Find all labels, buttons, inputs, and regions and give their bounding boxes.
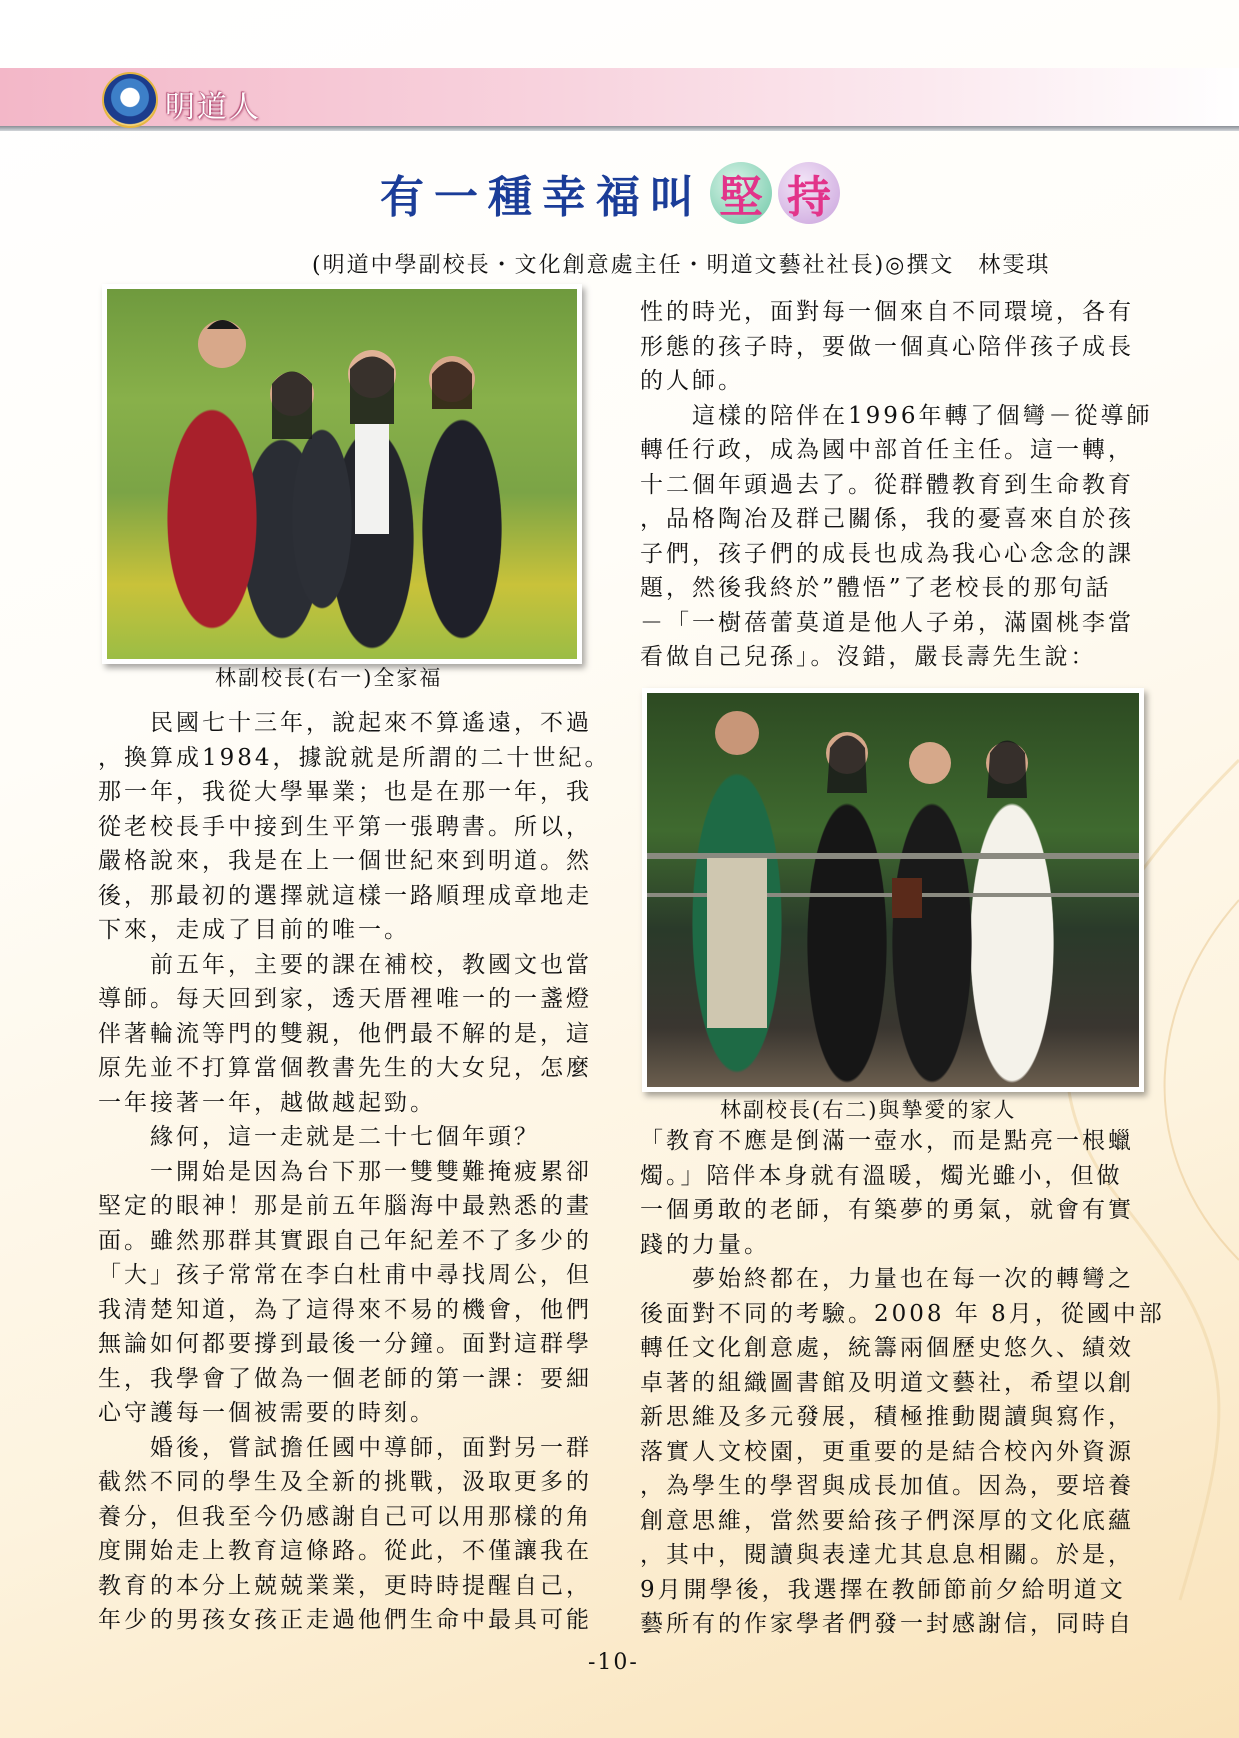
paragraph-line: 從老校長手中接到生平第一張聘書。所以，: [98, 813, 592, 840]
paragraph-line: 民國七十三年，說起來不算遙遠，不過: [98, 710, 592, 736]
paragraph-line: 後面對不同的考驗。2008 年 8月，從國中部: [640, 1300, 1165, 1327]
photo2-caption: 林副校長(右二)與摯愛的家人: [720, 1098, 1017, 1122]
paragraph-line: 「大」孩子常常在李白杜甫中尋找周公，但: [98, 1262, 592, 1288]
right-column-bottom: [640, 1124, 1165, 1642]
paragraph-line: 燭。」陪伴本身就有溫暖，燭光雖小，但做: [640, 1162, 1123, 1189]
paragraph-line: ，其中，閱讀與表達尤其息息相關。於是，: [640, 1542, 1134, 1568]
paragraph-line: 轉任行政，成為國中部首任主任。這一轉，: [640, 437, 1134, 463]
paragraph-line: 婚後，嘗試擔任國中導師，面對另一群: [98, 1434, 592, 1461]
paragraph-line: ，換算成1984，據說就是所謂的二十世紀。: [98, 744, 611, 771]
paragraph-line: 下來，走成了目前的唯一。: [98, 917, 410, 943]
paragraph-line: 那一年，我從大學畢業；也是在那一年，我: [98, 779, 592, 805]
paragraph-line: －「一樹蓓蕾莫道是他人子弟，滿園桃李當: [640, 609, 1134, 636]
paragraph-line: 心守護每一個被需要的時刻。: [98, 1400, 436, 1426]
paragraph-line: 一個勇敢的老師，有築夢的勇氣，就會有實: [640, 1197, 1134, 1223]
paragraph-line: 落實人文校園，更重要的是結合校內外資源: [640, 1438, 1134, 1465]
family-photo: [102, 284, 582, 664]
paragraph-line: 9月開學後，我選擇在教師節前夕給明道文: [640, 1576, 1126, 1603]
paragraph-line: 的人師。: [640, 368, 744, 394]
paragraph-line: 新思維及多元發展，積極推動閱讀與寫作，: [640, 1404, 1134, 1430]
paragraph-line: 年少的男孩女孩正走過他們生命中最具可能: [98, 1607, 592, 1633]
paragraph-line: 我清楚知道，為了這得來不易的機會，他們: [98, 1296, 592, 1323]
paragraph-line: 這樣的陪伴在1996年轉了個彎－從導師: [640, 402, 1153, 429]
paragraph-line: 一開始是因為台下那一雙雙難掩疲累卻: [98, 1158, 592, 1185]
paragraph-line: 藝所有的作家學者們發一封感謝信，同時自: [640, 1611, 1134, 1637]
paragraph-line: 無論如何都要撐到最後一分鐘。面對這群學: [98, 1331, 592, 1357]
left-column: [98, 706, 611, 1638]
paragraph-line: 原先並不打算當個教書先生的大女兒，怎麼: [98, 1055, 592, 1081]
paragraph-line: 堅定的眼神！那是前五年腦海中最熟悉的畫: [98, 1193, 592, 1219]
magazine-logo-text: 明道人: [165, 90, 261, 125]
paragraph-line: 度開始走上教育這條路。從此，不僅讓我在: [98, 1538, 592, 1564]
paragraph-line: ，品格陶冶及群己關係，我的憂喜來自於孩: [640, 506, 1134, 532]
paragraph-line: ，為學生的學習與成長加值。因為，要培養: [640, 1473, 1134, 1499]
paragraph-line: 養分，但我至今仍感謝自己可以用那樣的角: [98, 1503, 592, 1530]
article-title-main: 有一種幸福叫: [380, 172, 704, 223]
paragraph-line: 一年接著一年，越做越起勁。: [98, 1089, 436, 1116]
paragraph-line: 嚴格說來，我是在上一個世紀來到明道。然: [98, 848, 592, 874]
article-title: [380, 158, 840, 228]
paragraph-line: 性的時光，面對每一個來自不同環境，各有: [640, 299, 1134, 325]
paragraph-line: 面。雖然那群其實跟自己年紀差不了多少的: [98, 1227, 592, 1254]
article-title-char-2: 持: [778, 162, 840, 224]
paragraph-line: 前五年，主要的課在補校，教國文也當: [98, 951, 592, 978]
paragraph-line: 踐的力量。: [640, 1231, 770, 1258]
paragraph-line: 創意思維，當然要給孩子們深厚的文化底蘊: [640, 1507, 1134, 1534]
paragraph-line: 轉任文化創意處，統籌兩個歷史悠久、績效: [640, 1335, 1134, 1361]
family-photo-2: [642, 688, 1144, 1092]
right-column-top: [640, 295, 1153, 675]
paragraph-line: 後，那最初的選擇就這樣一路順理成章地走: [98, 882, 592, 909]
paragraph-line: 題，然後我終於”體悟”了老校長的那句話: [640, 575, 1112, 601]
family-photo-figures: [107, 289, 577, 659]
family-photo-2-figures: [647, 693, 1139, 1087]
author-byline: (明道中學副校長・文化創意處主任・明道文藝社社長)◎撰文 林雯琪: [312, 253, 1051, 278]
article-title-char-1: 堅: [710, 162, 772, 224]
paragraph-line: 夢始終都在，力量也在每一次的轉彎之: [640, 1266, 1134, 1292]
photo1-caption: 林副校長(右一)全家福: [215, 666, 443, 690]
paragraph-line: 截然不同的學生及全新的挑戰，汲取更多的: [98, 1469, 592, 1495]
paragraph-line: 形態的孩子時，要做一個真心陪伴孩子成長: [640, 333, 1134, 360]
paragraph-line: 卓著的組織圖書館及明道文藝社，希望以創: [640, 1369, 1134, 1396]
paragraph-line: 緣何，這一走就是二十七個年頭？: [98, 1124, 540, 1150]
paragraph-line: 「教育不應是倒滿一壺水，而是點亮一根蠟: [640, 1128, 1134, 1154]
paragraph-line: 生，我學會了做為一個老師的第一課：要細: [98, 1365, 592, 1392]
school-logo-icon: [102, 72, 158, 128]
paragraph-line: 十二個年頭過去了。從群體教育到生命教育: [640, 471, 1134, 498]
paragraph-line: 導師。每天回到家，透天厝裡唯一的一盞燈: [98, 986, 592, 1012]
paragraph-line: 教育的本分上兢兢業業，更時時提醒自己，: [98, 1572, 592, 1599]
paragraph-line: 看做自己兒孫」。沒錯，嚴長壽先生說：: [640, 644, 1097, 670]
header-divider: [0, 126, 1239, 131]
page-number: -10-: [588, 1650, 639, 1675]
paragraph-line: 伴著輪流等門的雙親，他們最不解的是，這: [98, 1020, 592, 1047]
paragraph-line: 子們，孩子們的成長也成為我心心念念的課: [640, 540, 1134, 567]
